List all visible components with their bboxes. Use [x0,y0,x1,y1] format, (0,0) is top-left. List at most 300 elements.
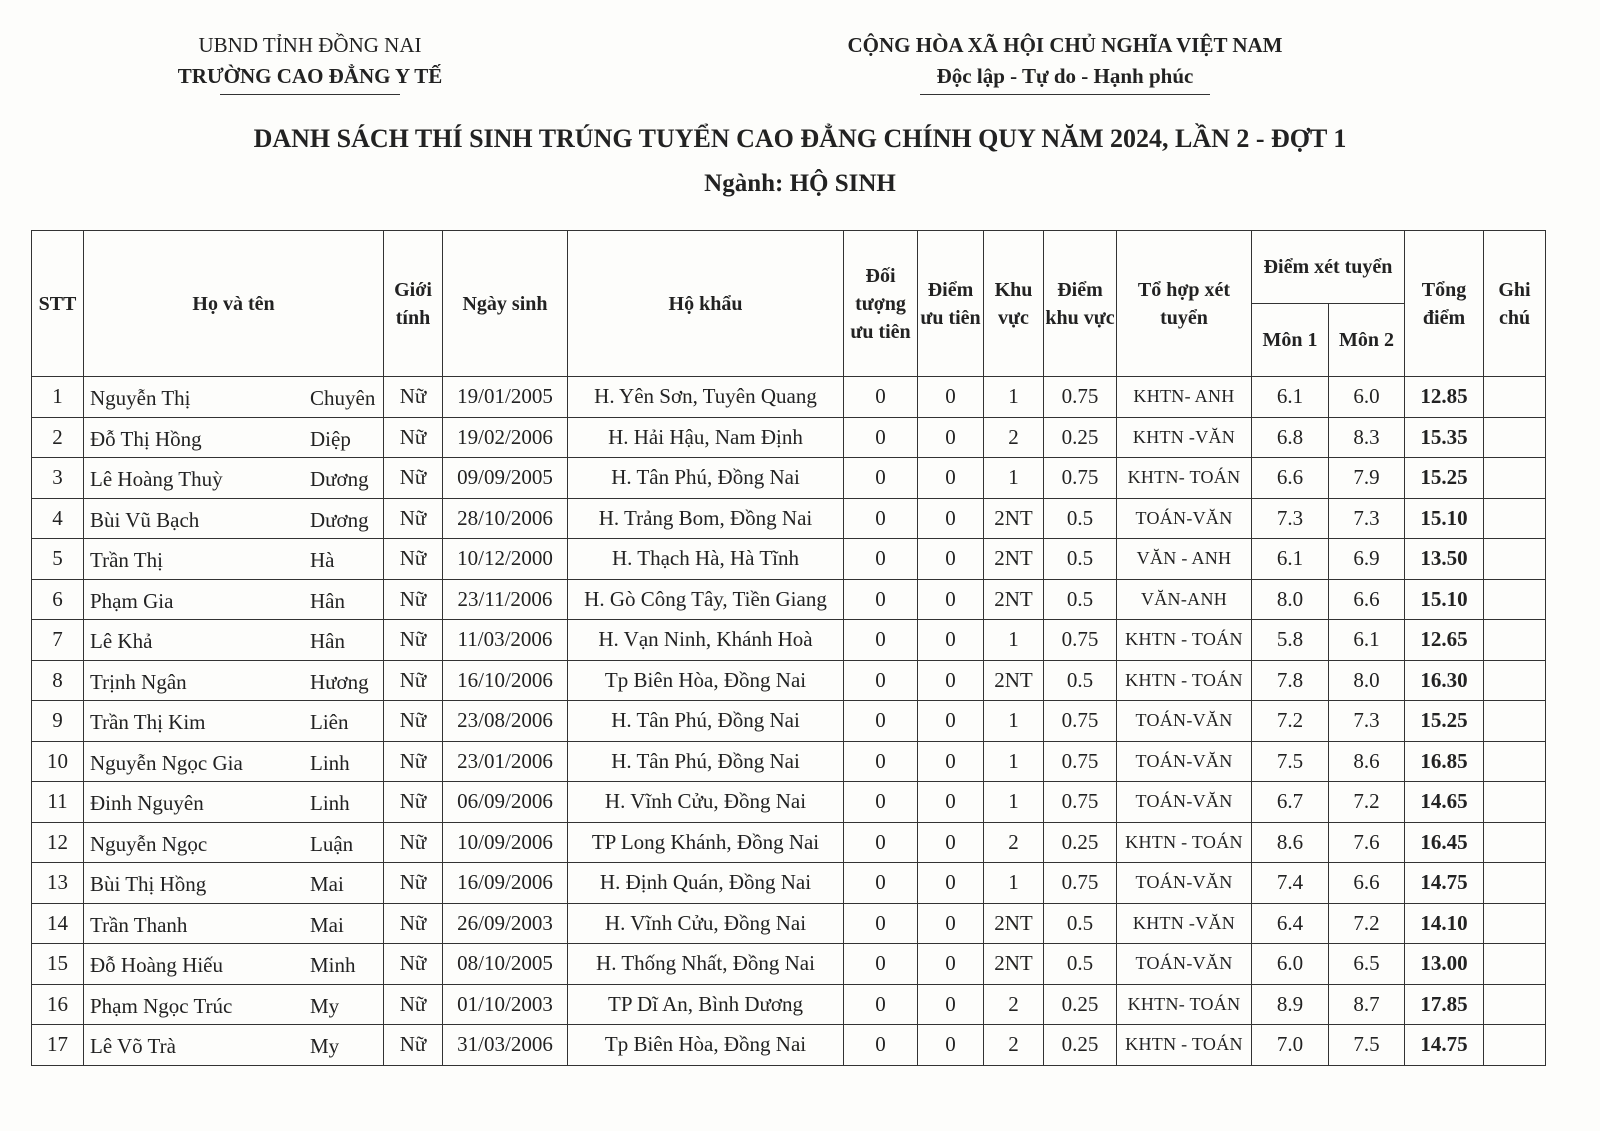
stt-cell: 17 [32,1025,84,1066]
given-name-text: Mai [310,872,344,896]
subject1-cell: 7.8 [1252,660,1329,701]
name-cell [84,660,384,701]
priority-score-cell: 0 [918,498,984,539]
priority-score-cell: 0 [918,903,984,944]
note-cell [1484,579,1546,620]
table-row [32,782,1546,823]
priority-group-cell: 0 [844,863,918,904]
note-cell [1484,539,1546,580]
stt-cell: 9 [32,701,84,742]
col-gender: Giới tính [384,231,443,377]
gender-cell: Nữ [384,944,443,985]
stt-cell: 13 [32,863,84,904]
gender-cell: Nữ [384,903,443,944]
issuer-header [140,30,480,95]
dob-cell: 23/08/2006 [443,701,568,742]
total-cell: 16.30 [1405,660,1484,701]
region-cell: 2NT [984,579,1044,620]
total-cell: 15.25 [1405,701,1484,742]
region-score-cell: 0.75 [1044,741,1117,782]
stt-cell: 10 [32,741,84,782]
given-name-text: Chuyên [310,386,376,410]
note-cell [1484,863,1546,904]
table-row [32,701,1546,742]
stt-cell: 3 [32,458,84,499]
header-underline [220,94,400,95]
surname-text: Trần Thanh [90,912,188,937]
address-cell: H. Tân Phú, Đồng Nai [568,741,844,782]
address-cell: H. Gò Công Tây, Tiền Giang [568,579,844,620]
region-cell: 1 [984,377,1044,418]
dob-cell: 10/09/2006 [443,822,568,863]
priority-score-cell: 0 [918,741,984,782]
note-cell [1484,741,1546,782]
priority-score-cell: 0 [918,822,984,863]
dob-cell: 09/09/2005 [443,458,568,499]
region-score-cell: 0.25 [1044,1025,1117,1066]
total-cell: 15.35 [1405,417,1484,458]
note-cell [1484,660,1546,701]
name-cell [84,903,384,944]
surname-text: Đỗ Hoàng Hiếu [90,953,223,977]
note-cell [1484,944,1546,985]
priority-group-cell: 0 [844,903,918,944]
subject2-cell: 7.3 [1329,498,1405,539]
stt-cell: 6 [32,579,84,620]
priority-score-cell: 0 [918,660,984,701]
priority-score-cell: 0 [918,458,984,499]
total-cell: 15.25 [1405,458,1484,499]
table-row [32,660,1546,701]
gender-cell: Nữ [384,579,443,620]
region-score-cell: 0.75 [1044,377,1117,418]
region-score-cell: 0.75 [1044,782,1117,823]
gender-cell: Nữ [384,782,443,823]
subject2-cell: 8.7 [1329,984,1405,1025]
total-cell: 12.65 [1405,620,1484,661]
subject2-cell: 8.0 [1329,660,1405,701]
combo-cell: VĂN-ANH [1117,579,1252,620]
region-cell: 1 [984,741,1044,782]
name-cell [84,1025,384,1066]
given-name-text: Diệp [310,426,351,451]
surname-text: Nguyễn Thị [90,386,191,410]
subject2-cell: 6.0 [1329,377,1405,418]
region-cell: 1 [984,458,1044,499]
dob-cell: 26/09/2003 [443,903,568,944]
col-name: Họ và tên [84,231,384,377]
subject2-cell: 6.1 [1329,620,1405,661]
subject1-cell: 7.2 [1252,701,1329,742]
priority-group-cell: 0 [844,417,918,458]
table-row [32,458,1546,499]
note-cell [1484,417,1546,458]
dob-cell: 28/10/2006 [443,498,568,539]
subject1-cell: 8.0 [1252,579,1329,620]
region-score-cell: 0.5 [1044,579,1117,620]
dob-cell: 31/03/2006 [443,1025,568,1066]
province-name: UBND TỈNH ĐỒNG NAI [198,33,422,57]
subject1-cell: 6.6 [1252,458,1329,499]
subject2-cell: 8.3 [1329,417,1405,458]
combo-cell: TOÁN-VĂN [1117,863,1252,904]
combo-cell: KHTN - TOÁN [1117,620,1252,661]
combo-cell: TOÁN-VĂN [1117,782,1252,823]
total-cell: 16.45 [1405,822,1484,863]
priority-score-cell: 0 [918,984,984,1025]
priority-score-cell: 0 [918,782,984,823]
table-row [32,984,1546,1025]
note-cell [1484,377,1546,418]
col-scores-group: Điểm xét tuyển [1252,231,1405,304]
major-subtitle: Ngành: HỘ SINH [704,170,896,197]
name-cell [84,782,384,823]
priority-score-cell: 0 [918,620,984,661]
gender-cell: Nữ [384,741,443,782]
subject2-cell: 7.6 [1329,822,1405,863]
table-row [32,539,1546,580]
name-cell [84,822,384,863]
name-cell [84,741,384,782]
surname-text: Lê Khả [90,629,153,653]
priority-score-cell: 0 [918,417,984,458]
col-combo: Tổ hợp xét tuyển [1117,231,1252,377]
gender-cell: Nữ [384,701,443,742]
subject1-cell: 6.4 [1252,903,1329,944]
subject1-cell: 6.7 [1252,782,1329,823]
surname-text: Phạm Ngọc Trúc [90,993,233,1018]
region-cell: 2 [984,1025,1044,1066]
subject1-cell: 7.0 [1252,1025,1329,1066]
given-name-text: Dương [310,467,369,491]
note-cell [1484,984,1546,1025]
stt-cell: 4 [32,498,84,539]
surname-text: Đinh Nguyên [90,791,204,815]
dob-cell: 11/03/2006 [443,620,568,661]
priority-group-cell: 0 [844,984,918,1025]
table-row [32,822,1546,863]
combo-cell: KHTN- ANH [1117,377,1252,418]
address-cell: Tp Biên Hòa, Đồng Nai [568,1025,844,1066]
dob-cell: 19/01/2005 [443,377,568,418]
gender-cell: Nữ [384,458,443,499]
surname-text: Trịnh Ngân [90,669,187,694]
stt-cell: 5 [32,539,84,580]
total-cell: 12.85 [1405,377,1484,418]
surname-text: Bùi Thị Hồng [90,872,207,896]
total-cell: 16.85 [1405,741,1484,782]
name-cell [84,539,384,580]
subject2-cell: 6.5 [1329,944,1405,985]
school-name: TRƯỜNG CAO ĐẲNG Y TẾ [177,64,443,88]
col-note: Ghi chú [1484,231,1546,377]
given-name-text: Liên [310,710,349,734]
name-cell [84,984,384,1025]
dob-cell: 23/11/2006 [443,579,568,620]
stt-cell: 14 [32,903,84,944]
combo-cell: KHTN - TOÁN [1117,660,1252,701]
stt-cell: 15 [32,944,84,985]
address-cell: H. Vạn Ninh, Khánh Hoà [568,620,844,661]
name-cell [84,863,384,904]
region-score-cell: 0.75 [1044,701,1117,742]
priority-group-cell: 0 [844,539,918,580]
dob-cell: 08/10/2005 [443,944,568,985]
note-cell [1484,1025,1546,1066]
priority-group-cell: 0 [844,458,918,499]
subject1-cell: 6.0 [1252,944,1329,985]
admission-table [31,230,1546,1066]
national-header [780,30,1350,95]
gender-cell: Nữ [384,620,443,661]
region-cell: 2NT [984,498,1044,539]
address-cell: TP Long Khánh, Đồng Nai [568,822,844,863]
region-cell: 1 [984,620,1044,661]
address-cell: H. Thống Nhất, Đồng Nai [568,944,844,985]
region-score-cell: 0.75 [1044,863,1117,904]
subject2-cell: 7.2 [1329,903,1405,944]
subject1-cell: 7.3 [1252,498,1329,539]
combo-cell: TOÁN-VĂN [1117,741,1252,782]
stt-cell: 2 [32,417,84,458]
priority-score-cell: 0 [918,377,984,418]
priority-group-cell: 0 [844,741,918,782]
region-cell: 2 [984,822,1044,863]
combo-cell: TOÁN-VĂN [1117,701,1252,742]
col-priority-score: Điểm ưu tiên [918,231,984,377]
region-score-cell: 0.25 [1044,822,1117,863]
table-row [32,863,1546,904]
subject2-cell: 6.6 [1329,579,1405,620]
dob-cell: 19/02/2006 [443,417,568,458]
table-row [32,498,1546,539]
total-cell: 14.75 [1405,1025,1484,1066]
subject2-cell: 6.6 [1329,863,1405,904]
subject2-cell: 7.2 [1329,782,1405,823]
priority-group-cell: 0 [844,782,918,823]
motto-underline [920,94,1210,95]
subject1-cell: 8.9 [1252,984,1329,1025]
gender-cell: Nữ [384,539,443,580]
combo-cell: KHTN- TOÁN [1117,984,1252,1025]
gender-cell: Nữ [384,377,443,418]
stt-cell: 11 [32,782,84,823]
col-priority-group: Đối tượng ưu tiên [844,231,918,377]
table-row [32,579,1546,620]
given-name-text: Luận [310,831,354,856]
subject1-cell: 7.5 [1252,741,1329,782]
table-row [32,903,1546,944]
given-name-text: Mai [310,912,344,937]
combo-cell: KHTN -VĂN [1117,903,1252,944]
total-cell: 14.65 [1405,782,1484,823]
subject2-cell: 7.5 [1329,1025,1405,1066]
table-row [32,417,1546,458]
motto: Độc lập - Tự do - Hạnh phúc [936,64,1194,88]
name-cell [84,417,384,458]
col-total: Tổng điểm [1405,231,1484,377]
region-cell: 2NT [984,944,1044,985]
address-cell: H. Định Quán, Đồng Nai [568,863,844,904]
stt-cell: 12 [32,822,84,863]
priority-group-cell: 0 [844,660,918,701]
region-score-cell: 0.5 [1044,903,1117,944]
region-cell: 2NT [984,660,1044,701]
region-cell: 2NT [984,903,1044,944]
col-stt: STT [32,231,84,377]
total-cell: 13.50 [1405,539,1484,580]
note-cell [1484,701,1546,742]
table-row [32,741,1546,782]
region-cell: 2 [984,984,1044,1025]
given-name-text: Hân [310,629,345,653]
priority-score-cell: 0 [918,701,984,742]
dob-cell: 23/01/2006 [443,741,568,782]
given-name-text: My [310,1034,340,1058]
address-cell: H. Trảng Bom, Đồng Nai [568,498,844,539]
dob-cell: 16/10/2006 [443,660,568,701]
priority-score-cell: 0 [918,539,984,580]
subject1-cell: 5.8 [1252,620,1329,661]
note-cell [1484,822,1546,863]
dob-cell: 10/12/2000 [443,539,568,580]
address-cell: H. Tân Phú, Đồng Nai [568,701,844,742]
region-score-cell: 0.5 [1044,539,1117,580]
combo-cell: KHTN - TOÁN [1117,822,1252,863]
given-name-text: Minh [310,953,356,977]
col-subject2: Môn 2 [1329,304,1405,377]
gender-cell: Nữ [384,417,443,458]
subject1-cell: 7.4 [1252,863,1329,904]
dob-cell: 06/09/2006 [443,782,568,823]
name-cell [84,377,384,418]
region-score-cell: 0.5 [1044,944,1117,985]
table-row [32,377,1546,418]
col-address: Hộ khẩu [568,231,844,377]
region-cell: 1 [984,782,1044,823]
combo-cell: VĂN - ANH [1117,539,1252,580]
gender-cell: Nữ [384,498,443,539]
col-subject1: Môn 1 [1252,304,1329,377]
note-cell [1484,782,1546,823]
given-name-text: My [310,993,340,1018]
gender-cell: Nữ [384,1025,443,1066]
name-cell [84,458,384,499]
priority-group-cell: 0 [844,579,918,620]
table-row [32,944,1546,985]
combo-cell: TOÁN-VĂN [1117,498,1252,539]
priority-group-cell: 0 [844,1025,918,1066]
priority-score-cell: 0 [918,1025,984,1066]
region-score-cell: 0.75 [1044,458,1117,499]
surname-text: Nguyễn Ngọc Gia [90,750,243,775]
priority-group-cell: 0 [844,944,918,985]
total-cell: 14.10 [1405,903,1484,944]
table-row [32,620,1546,661]
priority-group-cell: 0 [844,701,918,742]
total-cell: 14.75 [1405,863,1484,904]
address-cell: H. Vĩnh Cửu, Đồng Nai [568,782,844,823]
surname-text: Trần Thị Kim [90,710,206,734]
dob-cell: 01/10/2003 [443,984,568,1025]
name-cell [84,620,384,661]
gender-cell: Nữ [384,660,443,701]
stt-cell: 1 [32,377,84,418]
given-name-text: Hà [310,548,335,572]
priority-score-cell: 0 [918,863,984,904]
surname-text: Đỗ Thị Hồng [90,426,202,451]
priority-group-cell: 0 [844,498,918,539]
table-body [32,377,1546,1066]
name-cell [84,579,384,620]
region-score-cell: 0.25 [1044,984,1117,1025]
region-score-cell: 0.5 [1044,660,1117,701]
gender-cell: Nữ [384,822,443,863]
col-region: Khu vực [984,231,1044,377]
priority-group-cell: 0 [844,822,918,863]
stt-cell: 7 [32,620,84,661]
subject2-cell: 7.9 [1329,458,1405,499]
priority-group-cell: 0 [844,377,918,418]
subject1-cell: 8.6 [1252,822,1329,863]
priority-score-cell: 0 [918,944,984,985]
subject2-cell: 8.6 [1329,741,1405,782]
given-name-text: Hương [310,669,369,694]
region-cell: 1 [984,863,1044,904]
stt-cell: 8 [32,660,84,701]
subject2-cell: 7.3 [1329,701,1405,742]
surname-text: Lê Hoàng Thuỳ [90,467,223,491]
combo-cell: KHTN - TOÁN [1117,1025,1252,1066]
name-cell [84,944,384,985]
note-cell [1484,498,1546,539]
note-cell [1484,458,1546,499]
dob-cell: 16/09/2006 [443,863,568,904]
name-cell [84,701,384,742]
region-cell: 2NT [984,539,1044,580]
surname-text: Lê Võ Trà [90,1034,176,1058]
given-name-text: Hân [310,588,345,613]
priority-score-cell: 0 [918,579,984,620]
total-cell: 15.10 [1405,498,1484,539]
surname-text: Trần Thị [90,548,163,572]
total-cell: 13.00 [1405,944,1484,985]
region-score-cell: 0.5 [1044,498,1117,539]
address-cell: H. Thạch Hà, Hà Tĩnh [568,539,844,580]
address-cell: TP Dĩ An, Bình Dương [568,984,844,1025]
table-row [32,1025,1546,1066]
col-dob: Ngày sinh [443,231,568,377]
given-name-text: Linh [310,791,350,815]
surname-text: Phạm Gia [90,588,174,613]
note-cell [1484,620,1546,661]
name-cell [84,498,384,539]
combo-cell: TOÁN-VĂN [1117,944,1252,985]
subject1-cell: 6.1 [1252,377,1329,418]
subject1-cell: 6.8 [1252,417,1329,458]
address-cell: H. Yên Sơn, Tuyên Quang [568,377,844,418]
given-name-text: Linh [310,750,350,775]
priority-group-cell: 0 [844,620,918,661]
total-cell: 17.85 [1405,984,1484,1025]
region-score-cell: 0.25 [1044,417,1117,458]
given-name-text: Dương [310,507,369,532]
country-name: CỘNG HÒA XÃ HỘI CHỦ NGHĨA VIỆT NAM [847,33,1283,57]
note-cell [1484,903,1546,944]
subject1-cell: 6.1 [1252,539,1329,580]
combo-cell: KHTN- TOÁN [1117,458,1252,499]
address-cell: H. Tân Phú, Đồng Nai [568,458,844,499]
